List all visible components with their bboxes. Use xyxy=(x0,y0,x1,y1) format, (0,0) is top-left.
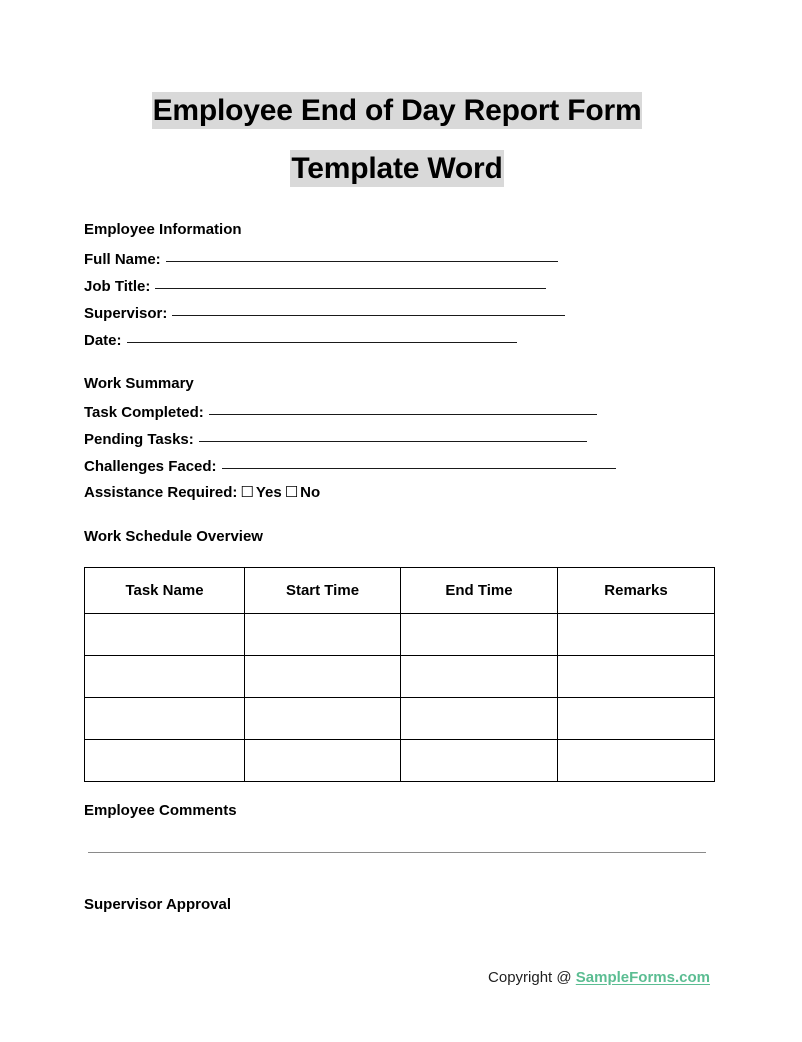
table-cell-end-time[interactable] xyxy=(401,740,558,782)
field-row-full-name xyxy=(84,249,558,269)
field-label-supervisor: Supervisor: xyxy=(84,305,168,322)
field-label-task-completed: Task Completed: xyxy=(84,404,204,421)
field-line-challenges-faced[interactable] xyxy=(222,456,616,469)
table-row xyxy=(85,698,715,740)
table-cell-remarks[interactable] xyxy=(558,656,715,698)
field-line-supervisor[interactable] xyxy=(172,303,565,316)
field-label-challenges-faced: Challenges Faced: xyxy=(84,458,217,475)
field-row-task-completed xyxy=(84,402,597,422)
table-cell-task-name[interactable] xyxy=(85,740,245,782)
table-cell-task-name[interactable] xyxy=(85,656,245,698)
work-schedule-table xyxy=(84,567,715,782)
field-row-supervisor xyxy=(84,303,565,323)
table-row xyxy=(85,656,715,698)
checkbox-label-no: No xyxy=(300,484,321,501)
field-row-challenges-faced xyxy=(84,456,616,476)
table-row xyxy=(85,614,715,656)
page-title-line-1: Employee End of Day Report Form xyxy=(152,94,642,127)
field-row-date xyxy=(84,330,517,350)
table-cell-start-time[interactable] xyxy=(245,656,401,698)
section-heading-employee-information: Employee Information xyxy=(84,221,242,238)
table-cell-task-name[interactable] xyxy=(85,614,245,656)
section-heading-supervisor-approval: Supervisor Approval xyxy=(84,896,231,913)
table-cell-remarks[interactable] xyxy=(558,740,715,782)
field-line-date[interactable] xyxy=(127,330,517,343)
field-label-job-title: Job Title: xyxy=(84,278,151,295)
field-label-assistance-required: Assistance Required: xyxy=(84,484,238,501)
table-header-row xyxy=(85,568,715,614)
table-header-task-name: Task Name xyxy=(85,568,245,614)
field-row-assistance-required xyxy=(84,483,320,502)
table-cell-end-time[interactable] xyxy=(401,614,558,656)
checkbox-no[interactable]: ☐ xyxy=(284,483,299,501)
section-heading-employee-comments: Employee Comments xyxy=(84,802,237,819)
checkbox-label-yes: Yes xyxy=(255,484,282,501)
table-header-start-time: Start Time xyxy=(245,568,401,614)
table-cell-end-time[interactable] xyxy=(401,698,558,740)
table-cell-end-time[interactable] xyxy=(401,656,558,698)
copyright-text: Copyright @ xyxy=(488,969,572,986)
field-label-full-name: Full Name: xyxy=(84,251,161,268)
field-row-job-title xyxy=(84,276,546,296)
table-cell-start-time[interactable] xyxy=(245,740,401,782)
field-row-pending-tasks xyxy=(84,429,587,449)
table-cell-remarks[interactable] xyxy=(558,698,715,740)
table-cell-start-time[interactable] xyxy=(245,698,401,740)
table-header-remarks: Remarks xyxy=(558,568,715,614)
field-line-full-name[interactable] xyxy=(166,249,558,262)
table-cell-task-name[interactable] xyxy=(85,698,245,740)
table-row xyxy=(85,740,715,782)
field-line-job-title[interactable] xyxy=(155,276,546,289)
field-label-date: Date: xyxy=(84,332,122,349)
table-cell-start-time[interactable] xyxy=(245,614,401,656)
field-label-pending-tasks: Pending Tasks: xyxy=(84,431,194,448)
table-cell-remarks[interactable] xyxy=(558,614,715,656)
table-header-end-time: End Time xyxy=(401,568,558,614)
checkbox-yes[interactable]: ☐ xyxy=(240,483,254,501)
section-heading-work-summary: Work Summary xyxy=(84,375,194,392)
page-title xyxy=(84,82,710,198)
field-line-pending-tasks[interactable] xyxy=(199,429,587,442)
footer-copyright xyxy=(84,968,710,988)
sampleforms-link[interactable]: SampleForms.com xyxy=(575,969,710,986)
field-line-task-completed[interactable] xyxy=(209,402,597,415)
page-title-line-2: Template Word xyxy=(291,152,503,185)
section-heading-work-schedule-overview: Work Schedule Overview xyxy=(84,528,263,545)
employee-comments-rule xyxy=(88,852,706,853)
